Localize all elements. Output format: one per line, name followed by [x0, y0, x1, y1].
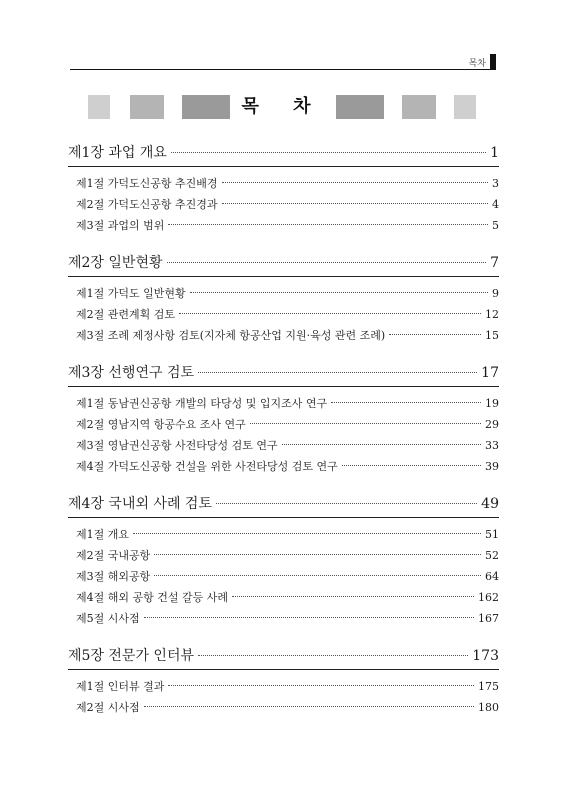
- page-number: 167: [478, 612, 499, 625]
- section-title: 제2절 관련계획 검토: [76, 308, 175, 321]
- page-number: 64: [485, 570, 499, 583]
- toc-chapter-entry[interactable]: [68, 362, 499, 384]
- section-title: 제4절 가덕도신공항 건설을 위한 사전타당성 검토 연구: [76, 460, 338, 473]
- page-number: 49: [481, 496, 499, 512]
- chapter-title: 제3장 선행연구 검토: [68, 365, 194, 381]
- dot-leader: [168, 685, 474, 686]
- page-number: 173: [472, 648, 499, 664]
- toc-section-entry[interactable]: [68, 587, 499, 608]
- dot-leader: [198, 372, 477, 373]
- section-title: 제2절 시사점: [76, 701, 140, 714]
- toc-section-entry[interactable]: [68, 676, 499, 697]
- section-title: 제1절 가덕도신공항 추진배경: [76, 177, 218, 190]
- page-number: 4: [492, 198, 499, 211]
- section-title: 제1절 가덕도 일반현황: [76, 287, 186, 300]
- toc-section-entry[interactable]: [68, 304, 499, 325]
- page-number: 51: [485, 528, 499, 541]
- toc-chapter-entry[interactable]: [68, 142, 499, 164]
- chapter-title: 제2장 일반현황: [68, 255, 163, 271]
- dot-leader: [144, 706, 474, 707]
- section-title: 제2절 가덕도신공항 추진경과: [76, 198, 218, 211]
- running-header-tab-marker: [490, 54, 496, 69]
- section-title: 제3절 조례 제정사항 검토(지자체 항공산업 지원·육성 관련 조례): [76, 329, 386, 342]
- toc-section-entry[interactable]: [68, 173, 499, 194]
- dot-leader: [198, 655, 468, 656]
- toc-section-entry[interactable]: [68, 283, 499, 304]
- toc-section-entry[interactable]: [68, 697, 499, 718]
- dot-leader: [171, 152, 486, 153]
- toc-section-entry[interactable]: [68, 393, 499, 414]
- dot-leader: [250, 423, 481, 424]
- page-number: 39: [485, 460, 499, 473]
- dot-leader: [190, 292, 488, 293]
- dot-leader: [222, 203, 488, 204]
- toc-section-entry[interactable]: [68, 566, 499, 587]
- toc-title-band: [88, 95, 478, 119]
- section-title: 제2절 영남지역 항공수요 조사 연구: [76, 418, 246, 431]
- chapter-title: 제5장 전문가 인터뷰: [68, 648, 194, 664]
- section-title: 제1절 인터뷰 결과: [76, 680, 165, 693]
- toc-chapter-entry[interactable]: [68, 252, 499, 274]
- dot-leader: [216, 503, 477, 504]
- dot-leader: [168, 224, 488, 225]
- page-number: 180: [478, 701, 499, 714]
- page-number: 15: [485, 329, 499, 342]
- dot-leader: [282, 444, 481, 445]
- toc-section-entry[interactable]: [68, 456, 499, 477]
- dot-leader: [133, 533, 481, 534]
- page-title: 목 차: [241, 96, 325, 117]
- toc-section-entry[interactable]: [68, 325, 499, 346]
- dot-leader: [342, 465, 481, 466]
- toc-section-entry[interactable]: [68, 545, 499, 566]
- dot-leader: [222, 182, 488, 183]
- toc-section-entry[interactable]: [68, 608, 499, 629]
- page-number: 162: [478, 591, 499, 604]
- page-number: 9: [492, 287, 499, 300]
- section-title: 제4절 해외 공항 건설 갈등 사례: [76, 591, 228, 604]
- running-header-label: 목차: [468, 59, 486, 69]
- section-title: 제3절 영남권신공항 사전타당성 검토 연구: [76, 439, 278, 452]
- table-of-contents: [68, 142, 499, 718]
- page-number: 1: [490, 145, 499, 161]
- section-title: 제5절 시사점: [76, 612, 140, 625]
- toc-section-entry[interactable]: [68, 435, 499, 456]
- header-rule: [70, 69, 496, 70]
- page-number: 12: [485, 308, 499, 321]
- toc-section-entry[interactable]: [68, 524, 499, 545]
- dot-leader: [154, 554, 481, 555]
- toc-section-entry[interactable]: [68, 215, 499, 236]
- page-number: 52: [485, 549, 499, 562]
- dot-leader: [167, 262, 487, 263]
- section-title: 제1절 동남권신공항 개발의 타당성 및 입지조사 연구: [76, 397, 328, 410]
- page-number: 19: [485, 397, 499, 410]
- toc-chapter-entry[interactable]: [68, 493, 499, 515]
- section-title: 제3절 과업의 범위: [76, 219, 165, 232]
- page-number: 5: [492, 219, 499, 232]
- toc-chapter-entry[interactable]: [68, 645, 499, 667]
- dot-leader: [144, 617, 474, 618]
- dot-leader: [331, 402, 481, 403]
- chapter-title: 제4장 국내외 사례 검토: [68, 496, 212, 512]
- toc-section-entry[interactable]: [68, 414, 499, 435]
- section-title: 제1절 개요: [76, 528, 129, 541]
- page-number: 175: [478, 680, 499, 693]
- page-number: 3: [492, 177, 499, 190]
- page-number: 7: [490, 255, 499, 271]
- section-title: 제2절 국내공항: [76, 549, 151, 562]
- dot-leader: [232, 596, 474, 597]
- page-number: 17: [481, 365, 499, 381]
- dot-leader: [179, 313, 481, 314]
- dot-leader: [154, 575, 481, 576]
- page-number: 33: [485, 439, 499, 452]
- toc-section-entry[interactable]: [68, 194, 499, 215]
- chapter-title: 제1장 과업 개요: [68, 145, 167, 161]
- dot-leader: [389, 334, 481, 335]
- section-title: 제3절 해외공항: [76, 570, 151, 583]
- page-number: 29: [485, 418, 499, 431]
